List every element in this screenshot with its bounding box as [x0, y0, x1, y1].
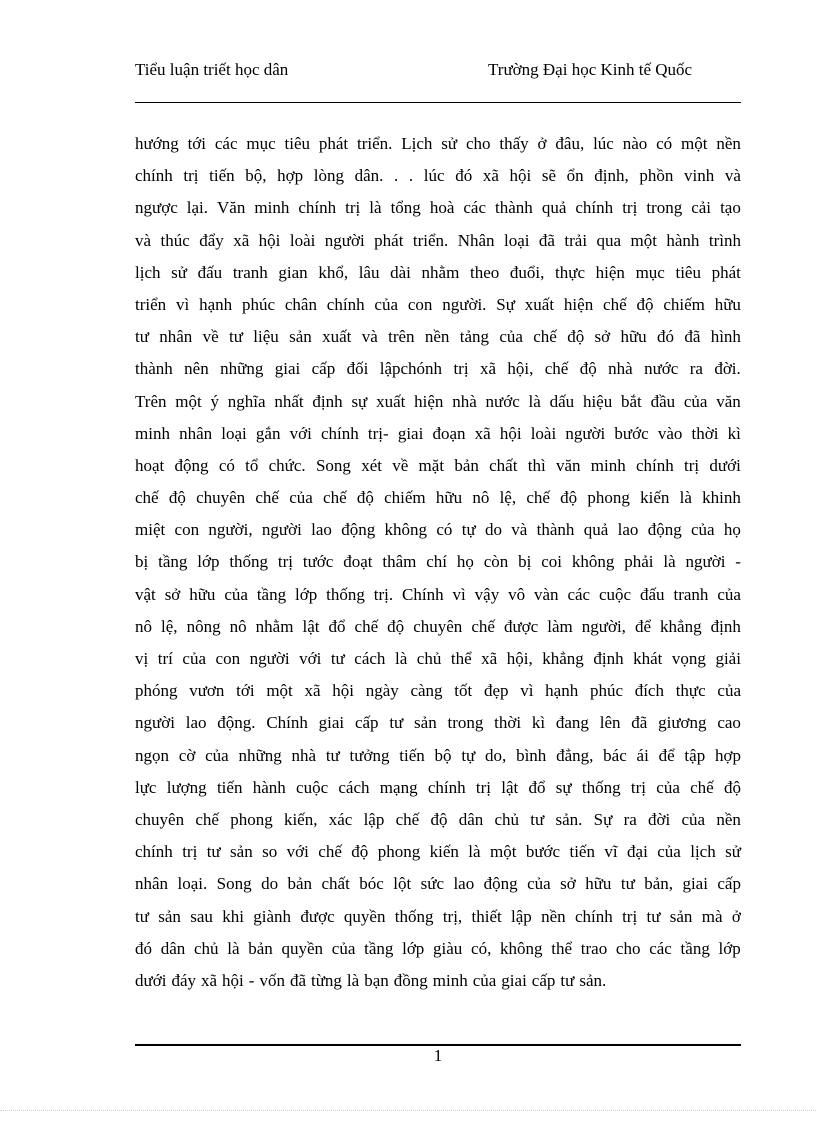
text-line: chế độ chuyên chế của chế độ chiếm hữu nô lệ, chế độ phong kiến là khinh: [135, 488, 741, 508]
text-line: nhân loại. Song do bản chất bóc lột sức lao động của sở hữu tư bản, giai cấp: [135, 874, 741, 894]
text-line: tư nhân về tư liệu sản xuất và trên nền tảng của chế độ sở hữu đó đã hình: [135, 327, 741, 347]
page-number: 1: [433, 1046, 443, 1065]
header-right-title: Trường Đại học Kinh tế Quốc: [488, 60, 693, 79]
text-line: nô lệ, nông nô nhằm lật đổ chế độ chuyên chế được làm người, để khẳng định: [135, 616, 741, 636]
body-paragraph: [135, 128, 741, 997]
text-line: lực lượng tiến hành cuộc cách mạng chính trị lật đổ sự thống trị của chế độ: [135, 777, 741, 797]
text-line: phóng vươn tới một xã hội ngày càng tốt đẹp vì hạnh phúc đích thực của: [135, 681, 741, 701]
page-bottom-edge: [0, 1110, 816, 1111]
text-line: vị trí của con người với tư cách là chủ thể xã hội, khẳng định khát vọng giải: [135, 649, 741, 668]
text-line: triển vì hạnh phúc chân chính của con người. Sự xuất hiện chế độ chiếm hữu: [135, 294, 741, 314]
page-header: [135, 58, 741, 103]
text-line: hướng tới các mục tiêu phát triển. Lịch sử cho thấy ở đâu, lúc nào có một nền: [135, 134, 741, 153]
text-line: minh nhân loại gắn với chính trị- giai đoạn xã hội loài người bước vào thời kì: [135, 423, 741, 443]
text-line: bị tầng lớp thống trị tước đoạt thâm chí họ còn bị coi không phải là người -: [135, 552, 741, 572]
text-line: miệt con người, người lao động không có tự do và thành quả lao động của họ: [135, 520, 741, 540]
text-line: vật sở hữu của tầng lớp thống trị. Chính vì vậy vô vàn các cuộc đấu tranh của: [135, 584, 741, 604]
text-line: đó dân chủ là bản quyền của tầng lớp giàu có, không thể trao cho các tầng lớp: [135, 938, 741, 958]
header-left-title: Tiểu luận triết học dân: [135, 60, 289, 79]
text-line: dưới đáy xã hội - vốn đã từng là bạn đồng minh của giai cấp tư sản.: [135, 970, 607, 990]
text-line: thành nên những giai cấp đối lậpchónh trị xã hội, chế độ nhà nước ra đời.: [135, 359, 741, 379]
text-line: ngọn cờ của những nhà tư tưởng tiến bộ tự do, bình đẳng, bác ái để tập hợp: [135, 745, 741, 765]
text-line: lịch sử đấu tranh gian khổ, lâu dài nhằm theo đuổi, thực hiện mục tiêu phát: [135, 262, 741, 282]
text-line: tư sản sau khi giành được quyền thống trị, thiết lập nền chính trị tư sản mà ở: [135, 906, 741, 926]
text-line: và thúc đẩy xã hội loài người phát triển. Nhân loại đã trải qua một hành trình: [135, 230, 741, 250]
text-line: chính trị tư sản so với chế độ phong kiến là một bước tiến vĩ đại của lịch sử: [135, 842, 741, 862]
text-line: chuyên chế phong kiến, xác lập chế độ dân chủ tư sản. Sự ra đời của nền: [135, 809, 741, 829]
text-line: Trên một ý nghĩa nhất định sự xuất hiện nhà nước là dấu hiệu bắt đầu của văn: [135, 391, 741, 411]
text-line: chính trị tiến bộ, hợp lòng dân. . . lúc đó xã hội sẽ ổn định, phồn vinh và: [135, 166, 741, 186]
text-line: người lao động. Chính giai cấp tư sản trong thời kì đang lên đã giương cao: [135, 713, 741, 733]
text-line: ngược lại. Văn minh chính trị là tổng hoà các thành quả chính trị trong cải tạo: [135, 198, 741, 218]
text-line: hoạt động có tổ chức. Song xét về mặt bản chất thì văn minh chính trị dưới: [135, 455, 741, 475]
